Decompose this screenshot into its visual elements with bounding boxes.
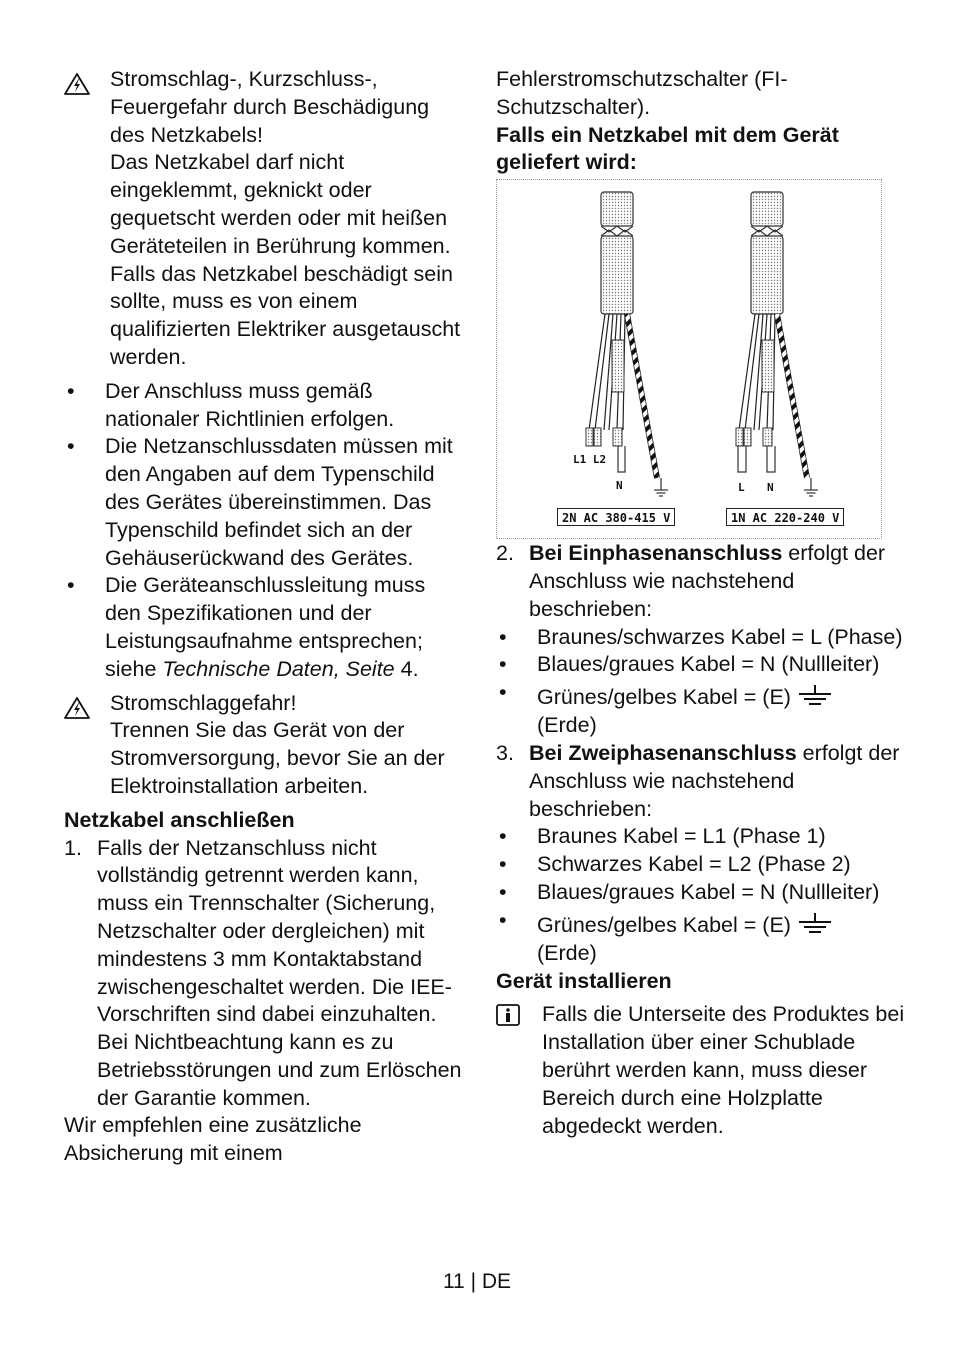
- step-number: 2.: [496, 541, 514, 566]
- cable-3phase: [586, 192, 668, 496]
- list-item: • Braunes/schwarzes Kabel = L (Phase): [496, 624, 916, 652]
- numbered-step: [64, 835, 464, 1113]
- wire-label-n: N: [767, 481, 774, 495]
- section-subheading: Falls ein Netzkabel mit dem Gerät geliefert wird:: [496, 122, 839, 175]
- numbered-step: [496, 540, 916, 623]
- list-item: • Schwarzes Kabel = L2 (Phase 2): [496, 851, 916, 879]
- earth-ground-icon: [797, 912, 833, 940]
- warning-title: Stromschlaggefahr!: [110, 690, 297, 715]
- recommendation-text: Wir empfehlen eine zusätzliche Absicherung mit einem: [64, 1113, 362, 1166]
- step-number: 3.: [496, 740, 514, 765]
- list-item: • Die Netzanschlussdaten müssen mit den Angaben auf dem Typenschild des Gerätes übereinstimmen. Das Typenschild befindet sich an der Gehäuserückwand des Gerätes.: [64, 433, 464, 572]
- list-item: [64, 572, 464, 683]
- wire-label-n: N: [616, 479, 623, 493]
- page-ref: 4.: [394, 656, 419, 681]
- list-item: • Braunes Kabel = L1 (Phase 1): [496, 823, 916, 851]
- section-heading: Gerät installieren: [496, 968, 672, 993]
- list-item: [496, 907, 916, 968]
- requirements-list: [64, 378, 464, 684]
- cable-diagram: [496, 179, 882, 539]
- step-number: 1.: [64, 835, 82, 860]
- single-phase-list: [496, 624, 916, 740]
- warning-block-shock: [64, 690, 464, 801]
- step-text: Falls der Netzanschluss nicht vollständig getrennt werden kann, muss ein Trennschalter (Sicherung, Netzschalter oder dergleichen) mit mindestens 3 mm Kontaktabstand zwischengeschaltet werden. Die IEE-Vorschriften sind dabei einzuhalten. Bei Nichtbeachtung kann es zu Betriebsstörungen und zum Erlöschen der Garantie kommen.: [97, 835, 462, 1110]
- list-item: • Der Anschluss muss gemäß nationaler Richtlinien erfolgen.: [64, 378, 464, 434]
- voltage-label-3phase: 2N AC 380-415 V: [557, 508, 675, 526]
- warning-triangle-icon: [64, 73, 90, 95]
- step-bold-text: Bei Einphasenanschluss: [529, 541, 783, 566]
- earth-text: Grünes/gelbes Kabel = (E): [537, 912, 791, 937]
- list-item: • Blaues/graues Kabel = N (Nullleiter): [496, 879, 916, 907]
- voltage-label-1phase: 1N AC 220-240 V: [726, 508, 844, 526]
- earth-suffix: (Erde): [537, 713, 597, 738]
- earth-suffix: (Erde): [537, 940, 597, 965]
- reference-link-text: Technische Daten, Seite: [162, 656, 395, 681]
- warning-title-line: Feuergefahr durch Beschädigung: [110, 94, 430, 119]
- cable-illustration: [497, 180, 883, 540]
- warning-text: Das Netzkabel darf nicht eingeklemmt, geknickt oder gequetscht werden oder mit heißen Geräteteilen in Berührung kommen.: [110, 150, 451, 258]
- earth-text: Grünes/gelbes Kabel = (E): [537, 685, 791, 710]
- info-text: Falls die Unterseite des Produktes bei Installation über einer Schublade berührt werden kann, muss dieser Bereich durch eine Holzplatte abgedeckt werden.: [542, 1002, 905, 1138]
- warning-text: Trennen Sie das Gerät von der Stromversorgung, bevor Sie an der Elektroinstallation arbeiten.: [110, 718, 445, 798]
- bullet-text: Die Geräteanschlussleitung muss den Spezifikationen und der Leistungsaufnahme entsprechen; siehe: [105, 573, 426, 681]
- step-text: erfolgt der Anschluss wie nachstehend beschrieben:: [529, 541, 886, 621]
- warning-text: Falls das Netzkabel beschädigt sein sollte, muss es von einem qualifizierten Elektriker ausgetauscht werden.: [110, 261, 461, 369]
- step-text: erfolgt der Anschluss wie nachstehend beschrieben:: [529, 740, 900, 821]
- warning-triangle-icon: [64, 697, 90, 719]
- warning-block-cable: [64, 66, 464, 372]
- earth-ground-icon: [797, 684, 833, 712]
- step-bold-text: Bei Zweiphasenanschluss: [529, 740, 797, 765]
- page-footer: 11 | DE: [442, 1270, 512, 1293]
- section-heading: Netzkabel anschließen: [64, 807, 295, 832]
- warning-title-line: Stromschlag-, Kurzschluss-,: [110, 67, 378, 91]
- warning-title-line: des Netzkabels!: [110, 122, 263, 147]
- info-icon: [496, 1004, 520, 1026]
- list-item: • Blaues/graues Kabel = N (Nullleiter): [496, 651, 916, 679]
- intro-text: Fehlerstromschutzschalter (FI-Schutzschalter).: [496, 67, 788, 119]
- wire-label-l: L: [738, 481, 745, 495]
- info-block: [496, 1001, 916, 1140]
- right-column: [496, 66, 916, 1140]
- two-phase-list: [496, 823, 916, 967]
- cable-1phase: [736, 192, 818, 496]
- wire-label-l1-l2: L1 L2: [573, 453, 607, 467]
- numbered-step: [496, 740, 916, 823]
- list-item: [496, 679, 916, 740]
- left-column: [64, 66, 464, 1168]
